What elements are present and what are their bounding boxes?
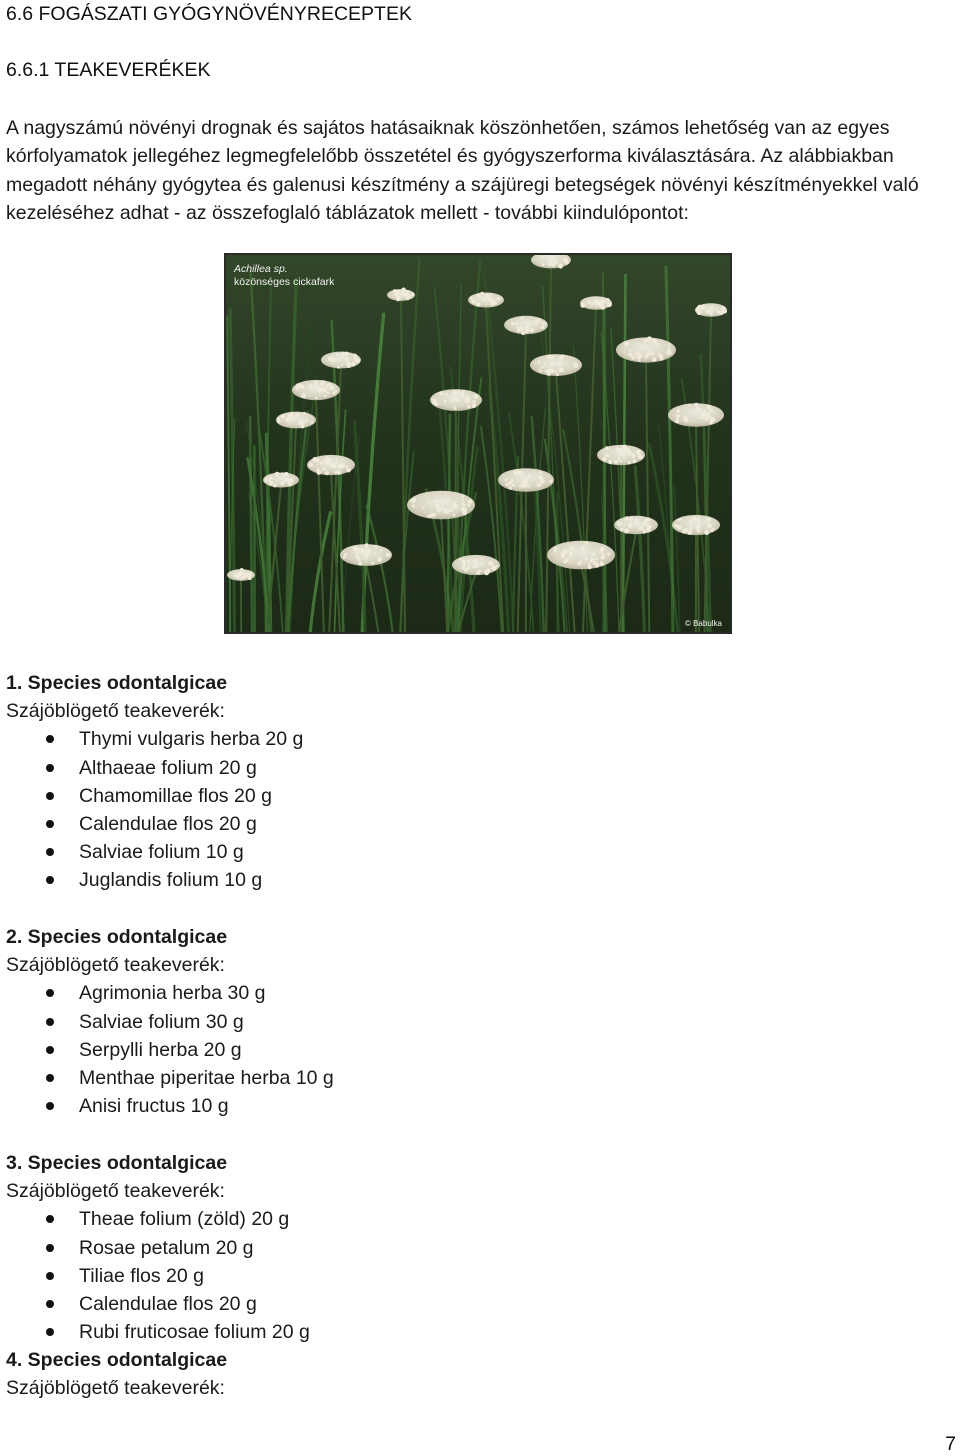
flower-head: [452, 555, 500, 575]
ingredient-list: [6, 725, 906, 894]
yarrow-illustration: [226, 255, 730, 632]
bullet-icon: [46, 876, 54, 884]
bullet-icon: [46, 1046, 54, 1054]
ingredient-text: Thymi vulgaris herba 20 g: [79, 728, 304, 751]
flower-stem: [455, 408, 456, 632]
list-item: [6, 866, 906, 894]
list-item: [6, 979, 906, 1007]
page-number: 7: [945, 1433, 956, 1455]
ingredient-text: Menthae piperitae herba 10 g: [79, 1067, 334, 1090]
bullet-icon: [46, 792, 54, 800]
ingredient-text: Theae folium (zöld) 20 g: [79, 1208, 290, 1231]
list-item: [6, 754, 906, 782]
flower-head: [276, 412, 316, 429]
recipe-title: 3. Species odontalgicae: [6, 1152, 228, 1174]
list-item: [6, 1092, 906, 1120]
list-item: [6, 725, 906, 753]
flower-head: [547, 541, 615, 570]
bullet-icon: [46, 1018, 54, 1026]
subsection-heading: 6.6.1 TEAKEVERÉKEK: [6, 59, 211, 81]
ingredient-text: Anisi fructus 10 g: [79, 1095, 229, 1118]
bullet-icon: [46, 820, 54, 828]
photo-caption: [234, 263, 334, 289]
list-item: [6, 1290, 906, 1318]
bullet-icon: [46, 1328, 54, 1336]
ingredient-list: [6, 1205, 906, 1346]
list-item: [6, 810, 906, 838]
flower-head: [672, 515, 720, 535]
ingredient-text: Rosae petalum 20 g: [79, 1236, 254, 1259]
flower-head: [498, 468, 554, 492]
ingredient-text: Tiliae flos 20 g: [79, 1264, 205, 1287]
recipe-title: 2. Species odontalgicae: [6, 926, 228, 948]
recipe-title: 4. Species odontalgicae: [6, 1349, 228, 1371]
photo-copyright: © Babulka: [684, 619, 722, 628]
bullet-icon: [46, 1074, 54, 1082]
list-item: [6, 1318, 906, 1346]
recipe-subtitle: Szájöblögető teakeverék:: [6, 1180, 225, 1203]
ingredient-list: [6, 979, 906, 1120]
caption-common-name: közönséges cickafark: [234, 276, 335, 288]
list-item: [6, 1036, 906, 1064]
recipe-3: [6, 1149, 906, 1346]
bullet-icon: [46, 1272, 54, 1280]
list-item: [6, 1008, 906, 1036]
list-item: [6, 838, 906, 866]
ingredient-text: Serpylli herba 20 g: [79, 1038, 242, 1061]
bullet-icon: [46, 1300, 54, 1308]
ingredient-text: Rubi fruticosae folium 20 g: [79, 1321, 310, 1344]
ingredient-text: Agrimonia herba 30 g: [79, 982, 266, 1005]
bullet-icon: [46, 1244, 54, 1252]
recipe-1: [6, 669, 906, 895]
recipe-subtitle: Szájöblögető teakeverék:: [6, 1377, 225, 1400]
recipe-4: [6, 1346, 906, 1402]
flower-head: [614, 516, 658, 534]
flower-head: [695, 303, 727, 316]
ingredient-text: Salviae folium 30 g: [79, 1010, 244, 1033]
caption-species: Achillea sp.: [234, 263, 288, 275]
ingredient-text: Althaeae folium 20 g: [79, 756, 257, 779]
bullet-icon: [46, 848, 54, 856]
bullet-icon: [46, 735, 54, 743]
list-item: [6, 1234, 906, 1262]
ingredient-text: Calendulae flos 20 g: [79, 813, 257, 836]
flower-head: [292, 380, 340, 400]
bullet-icon: [46, 1215, 54, 1223]
recipe-subtitle: Szájöblögető teakeverék:: [6, 700, 225, 723]
flower-head: [580, 296, 612, 309]
flower-head: [407, 491, 475, 520]
recipe-title: 1. Species odontalgicae: [6, 672, 228, 694]
recipe-2: [6, 923, 906, 1120]
list-item: [6, 782, 906, 810]
ingredient-text: Calendulae flos 20 g: [79, 1293, 257, 1316]
list-item: [6, 1064, 906, 1092]
recipe-subtitle: Szájöblögető teakeverék:: [6, 954, 225, 977]
bullet-icon: [46, 764, 54, 772]
list-item: [6, 1262, 906, 1290]
ingredient-text: Chamomillae flos 20 g: [79, 784, 272, 807]
section-heading: 6.6 FOGÁSZATI GYÓGYNÖVÉNYRECEPTEK: [6, 3, 412, 25]
ingredient-text: Juglandis folium 10 g: [79, 869, 263, 892]
bullet-icon: [46, 989, 54, 997]
flower-head: [530, 354, 582, 376]
yarrow-photo: [224, 253, 732, 634]
flower-head: [430, 389, 482, 411]
intro-paragraph: A nagyszámú növényi drognak és sajátos hatásaiknak köszönhetően, számos lehetőség van az egyes kórfolyamatok jellegéhez legmegfelelőbb összetétel és gyógyszerforma kiválasztására. Az alábbiakban megadott néhány gyógytea és galenusi készítmény a szájüregi betegségek növényi készítményekkel való kezeléséhez adhat - az összefoglaló táblázatok mellett - további kiindulópontot:: [6, 117, 919, 224]
list-item: [6, 1205, 906, 1233]
ingredient-text: Salviae folium 10 g: [79, 841, 244, 864]
bullet-icon: [46, 1102, 54, 1110]
